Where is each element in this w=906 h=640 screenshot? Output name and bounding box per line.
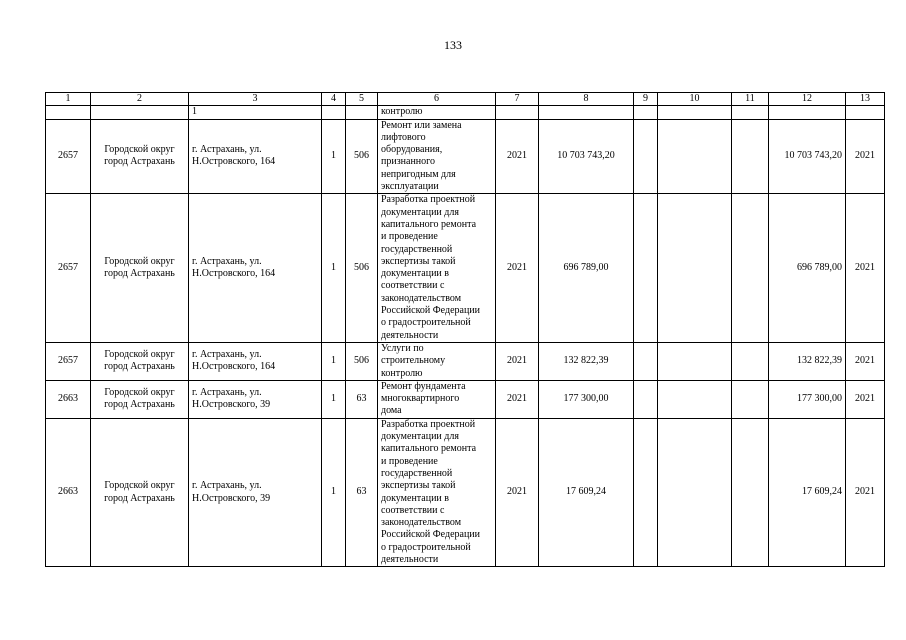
cell-line: многоквартирного [381,393,460,405]
cell-line: капитального ремонта [381,218,477,230]
continuation-row [46,106,885,119]
cell-col-7: 2021 [496,194,539,343]
table-row [46,194,885,343]
cell-col-2 [91,380,189,418]
cont-cell-3: 1 [189,106,322,119]
cont-cell-7 [496,106,539,119]
cell-line: Городской округ [104,480,175,492]
cell-line: эксплуатации [381,181,439,193]
cell-col-7: 2021 [496,380,539,418]
cell-line: соответствии с [381,280,445,292]
cell-col-1: 2657 [46,342,91,380]
cell-line: г. Астрахань, ул. [192,349,262,361]
cell-col-11 [732,380,769,418]
cell-line: Н.Островского, 164 [192,361,276,373]
cell-col-4: 1 [322,342,346,380]
cont-cell-13 [846,106,885,119]
cell-col-1: 2663 [46,418,91,567]
column-header-2: 2 [91,93,189,106]
cell-col-3 [189,342,322,380]
cell-col-4: 1 [322,380,346,418]
cell-line: о градостроительной [381,317,471,329]
cell-line: Российской Федерации [381,529,481,541]
column-header-11: 11 [732,93,769,106]
cell-col-7: 2021 [496,119,539,194]
table-row [46,119,885,194]
cell-col-11 [732,194,769,343]
cell-col-11 [732,418,769,567]
cont-cell-10 [658,106,732,119]
cell-line: документации для [381,431,459,443]
cell-line: город Астрахань [104,361,175,373]
cell-line: контролю [381,367,423,379]
cell-col-6 [378,418,496,567]
cell-line: Городской округ [104,386,175,398]
cell-line: г. Астрахань, ул. [192,480,262,492]
column-header-7: 7 [496,93,539,106]
cell-line: соответствии с [381,504,445,516]
cell-line: о градостроительной [381,541,471,553]
cell-col-12: 10 703 743,20 [769,119,846,194]
cell-col-1: 2663 [46,380,91,418]
cell-line: Н.Островского, 164 [192,268,276,280]
cell-col-11 [732,119,769,194]
cell-line: экспертизы такой [381,255,456,267]
cell-line: непригодным для [381,168,456,180]
table-body [46,93,885,567]
cell-col-12: 177 300,00 [769,380,846,418]
cell-line: дома [381,405,402,417]
column-number-header [46,93,885,106]
cell-col-9 [634,194,658,343]
cell-col-8: 132 822,39 [539,342,634,380]
cell-col-2 [91,418,189,567]
cell-col-10 [658,418,732,567]
column-header-6: 6 [378,93,496,106]
column-header-9: 9 [634,93,658,106]
cell-line: деятельности [381,329,439,341]
cont-desc-line: контролю [381,106,423,118]
cell-line: документации в [381,268,449,280]
cell-line: государственной [381,467,453,479]
cell-line: документации в [381,492,449,504]
cell-line: Разработка проектной [381,194,476,206]
cell-col-4: 1 [322,418,346,567]
cell-col-13: 2021 [846,418,885,567]
cell-col-13: 2021 [846,119,885,194]
cell-col-5: 63 [346,380,378,418]
cell-col-9 [634,380,658,418]
cell-col-2 [91,119,189,194]
page-number: 133 [444,38,462,52]
cell-line: город Астрахань [104,492,175,504]
cont-cell-5 [346,106,378,119]
cell-col-2 [91,342,189,380]
cell-line: город Астрахань [104,156,175,168]
cell-col-9 [634,342,658,380]
cell-col-1: 2657 [46,119,91,194]
cell-col-6 [378,380,496,418]
cell-col-5: 506 [346,119,378,194]
cont-cell-2 [91,106,189,119]
table-row [46,342,885,380]
cell-line: законодательством [381,292,462,304]
cont-cell-8 [539,106,634,119]
cell-line: г. Астрахань, ул. [192,255,262,267]
column-header-5: 5 [346,93,378,106]
cell-line: Н.Островского, 39 [192,492,271,504]
cell-col-5: 506 [346,194,378,343]
cell-col-3 [189,418,322,567]
cell-line: лифтового [381,131,426,143]
column-header-12: 12 [769,93,846,106]
cell-col-9 [634,119,658,194]
cell-line: строительному [381,355,446,367]
cell-line: г. Астрахань, ул. [192,144,262,156]
cell-line: Разработка проектной [381,418,476,430]
cell-line: Н.Островского, 164 [192,156,276,168]
cell-col-9 [634,418,658,567]
cell-col-3 [189,380,322,418]
capital-repair-table [45,92,885,567]
column-header-13: 13 [846,93,885,106]
cell-line: г. Астрахань, ул. [192,386,262,398]
cell-col-1: 2657 [46,194,91,343]
cell-line: город Астрахань [104,268,175,280]
cell-col-8: 17 609,24 [539,418,634,567]
cell-col-10 [658,342,732,380]
cell-col-5: 63 [346,418,378,567]
cell-line: Услуги по [381,342,424,354]
table-row [46,418,885,567]
cell-col-5: 506 [346,342,378,380]
cell-line: Н.Островского, 39 [192,399,271,411]
cell-line: Городской округ [104,349,175,361]
cell-col-13: 2021 [846,380,885,418]
cell-col-10 [658,194,732,343]
cell-line: Российской Федерации [381,305,481,317]
cell-col-7: 2021 [496,342,539,380]
cell-line: Ремонт или замена [381,119,462,131]
cell-col-10 [658,119,732,194]
cont-cell-11 [732,106,769,119]
cont-cell-9 [634,106,658,119]
column-header-3: 3 [189,93,322,106]
cell-col-8: 696 789,00 [539,194,634,343]
cell-col-10 [658,380,732,418]
cell-col-4: 1 [322,119,346,194]
cell-line: признанного [381,156,435,168]
column-header-8: 8 [539,93,634,106]
cell-line: государственной [381,243,453,255]
cell-col-4: 1 [322,194,346,343]
cell-line: документации для [381,206,459,218]
cell-col-13: 2021 [846,342,885,380]
cell-line: Ремонт фундамента [381,380,466,392]
table-row [46,380,885,418]
cell-col-3 [189,194,322,343]
cell-line: законодательством [381,517,462,529]
cell-line: деятельности [381,553,439,565]
cont-cell-6 [378,106,496,119]
cell-line: город Астрахань [104,399,175,411]
cell-line: капитального ремонта [381,443,477,455]
cell-col-12: 696 789,00 [769,194,846,343]
cont-cell-4 [322,106,346,119]
cell-col-8: 10 703 743,20 [539,119,634,194]
cell-line: и проведение [381,455,438,467]
cell-line: Городской округ [104,255,175,267]
cell-line: Городской округ [104,144,175,156]
cell-line: и проведение [381,231,438,243]
column-header-4: 4 [322,93,346,106]
cell-col-12: 17 609,24 [769,418,846,567]
column-header-10: 10 [658,93,732,106]
cell-col-6 [378,119,496,194]
cell-col-8: 177 300,00 [539,380,634,418]
cell-col-6 [378,194,496,343]
column-header-1: 1 [46,93,91,106]
cell-col-6 [378,342,496,380]
cell-line: экспертизы такой [381,480,456,492]
cont-cell-12 [769,106,846,119]
cell-col-3 [189,119,322,194]
cell-col-7: 2021 [496,418,539,567]
cont-cell-1 [46,106,91,119]
cell-col-13: 2021 [846,194,885,343]
cell-col-11 [732,342,769,380]
cell-line: оборудования, [381,144,443,156]
cell-col-12: 132 822,39 [769,342,846,380]
cell-col-2 [91,194,189,343]
